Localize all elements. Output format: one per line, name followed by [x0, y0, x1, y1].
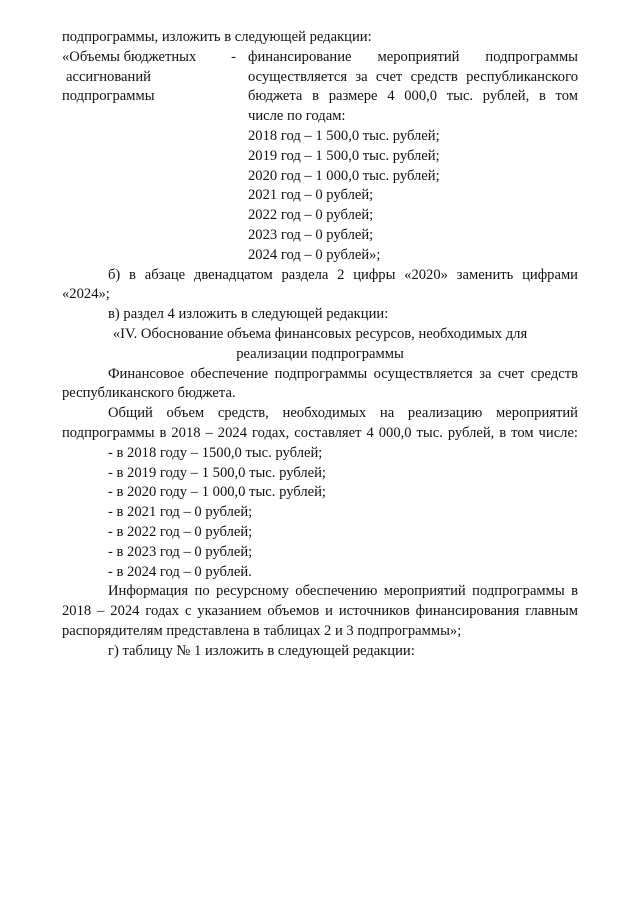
intro-line: подпрограммы, изложить в следующей редакции:	[62, 29, 372, 45]
year-list-item: - в 2019 году – 1 500,0 тыс. рублей;	[108, 464, 326, 481]
section-heading-line: «IV. Обоснование объема финансовых ресурсов, необходимых для	[112, 325, 528, 342]
passport-label-line: ассигнований	[66, 68, 151, 85]
para-info-line: распорядителям представлена в таблицах 2 и 3 подпрограммы»;	[62, 622, 462, 639]
para-finance-line: республиканского бюджета.	[62, 385, 236, 402]
para-info-line: Информация по ресурсному обеспечению мероприятий подпрограммы в	[108, 583, 578, 600]
year-list-item: - в 2024 год – 0 рублей.	[108, 563, 252, 580]
section-heading	[62, 325, 578, 365]
passport-year-line: 2022 год – 0 рублей;	[248, 207, 374, 224]
section-heading-line: реализации подпрограммы	[236, 345, 404, 362]
para-total-line: подпрограммы в 2018 – 2024 годах, составляет 4 000,0 тыс. рублей, в том числе:	[62, 424, 578, 441]
passport-year-line: 2019 год – 1 500,0 тыс. рублей;	[248, 147, 440, 164]
passport-label-line: «Объемы бюджетных	[62, 48, 197, 65]
item-g: г) таблицу № 1 изложить в следующей редакции:	[108, 642, 415, 659]
passport-year-line: 2024 год – 0 рублей»;	[248, 246, 381, 263]
year-list-item: - в 2023 год – 0 рублей;	[108, 543, 253, 560]
passport-year-line: 2020 год – 1 000,0 тыс. рублей;	[248, 167, 440, 184]
year-list-item: - в 2020 году – 1 000,0 тыс. рублей;	[108, 484, 326, 501]
para-total	[62, 404, 578, 444]
para-finance	[62, 365, 578, 405]
para-total-line: Общий объем средств, необходимых на реализацию мероприятий	[108, 405, 578, 422]
passport-label-dash: -	[231, 48, 236, 65]
para-info-line: 2018 – 2024 годах с указанием объемов и источников финансирования главным	[62, 603, 578, 620]
item-b	[62, 266, 578, 306]
year-list-item: - в 2018 году – 1500,0 тыс. рублей;	[108, 444, 323, 461]
year-list-item: - в 2022 год – 0 рублей;	[108, 523, 253, 540]
year-list-item: - в 2021 год – 0 рублей;	[108, 504, 253, 521]
item-b-line: б) в абзаце двенадцатом раздела 2 цифры «2020» заменить цифрами	[108, 266, 578, 283]
passport-value	[248, 48, 578, 266]
para-finance-line: Финансовое обеспечение подпрограммы осуществляется за счет средств	[108, 365, 578, 382]
item-v: в) раздел 4 изложить в следующей редакции:	[108, 306, 389, 323]
passport-value-line: числе по годам:	[248, 108, 346, 125]
document-page	[62, 28, 578, 662]
passport-value-line: финансирование мероприятий подпрограммы	[248, 48, 578, 65]
passport-block	[62, 48, 578, 266]
passport-year-line: 2021 год – 0 рублей;	[248, 187, 374, 204]
para-info	[62, 582, 578, 641]
item-b-line: «2024»;	[62, 286, 110, 303]
passport-year-line: 2018 год – 1 500,0 тыс. рублей;	[248, 127, 440, 144]
passport-value-line: бюджета в размере 4 000,0 тыс. рублей, в том	[248, 88, 578, 105]
passport-label	[62, 48, 248, 266]
passport-label-line: подпрограммы	[62, 88, 155, 105]
passport-year-line: 2023 год – 0 рублей;	[248, 226, 374, 243]
passport-value-line: осуществляется за счет средств республиканского	[248, 68, 578, 85]
year-list	[62, 444, 578, 583]
